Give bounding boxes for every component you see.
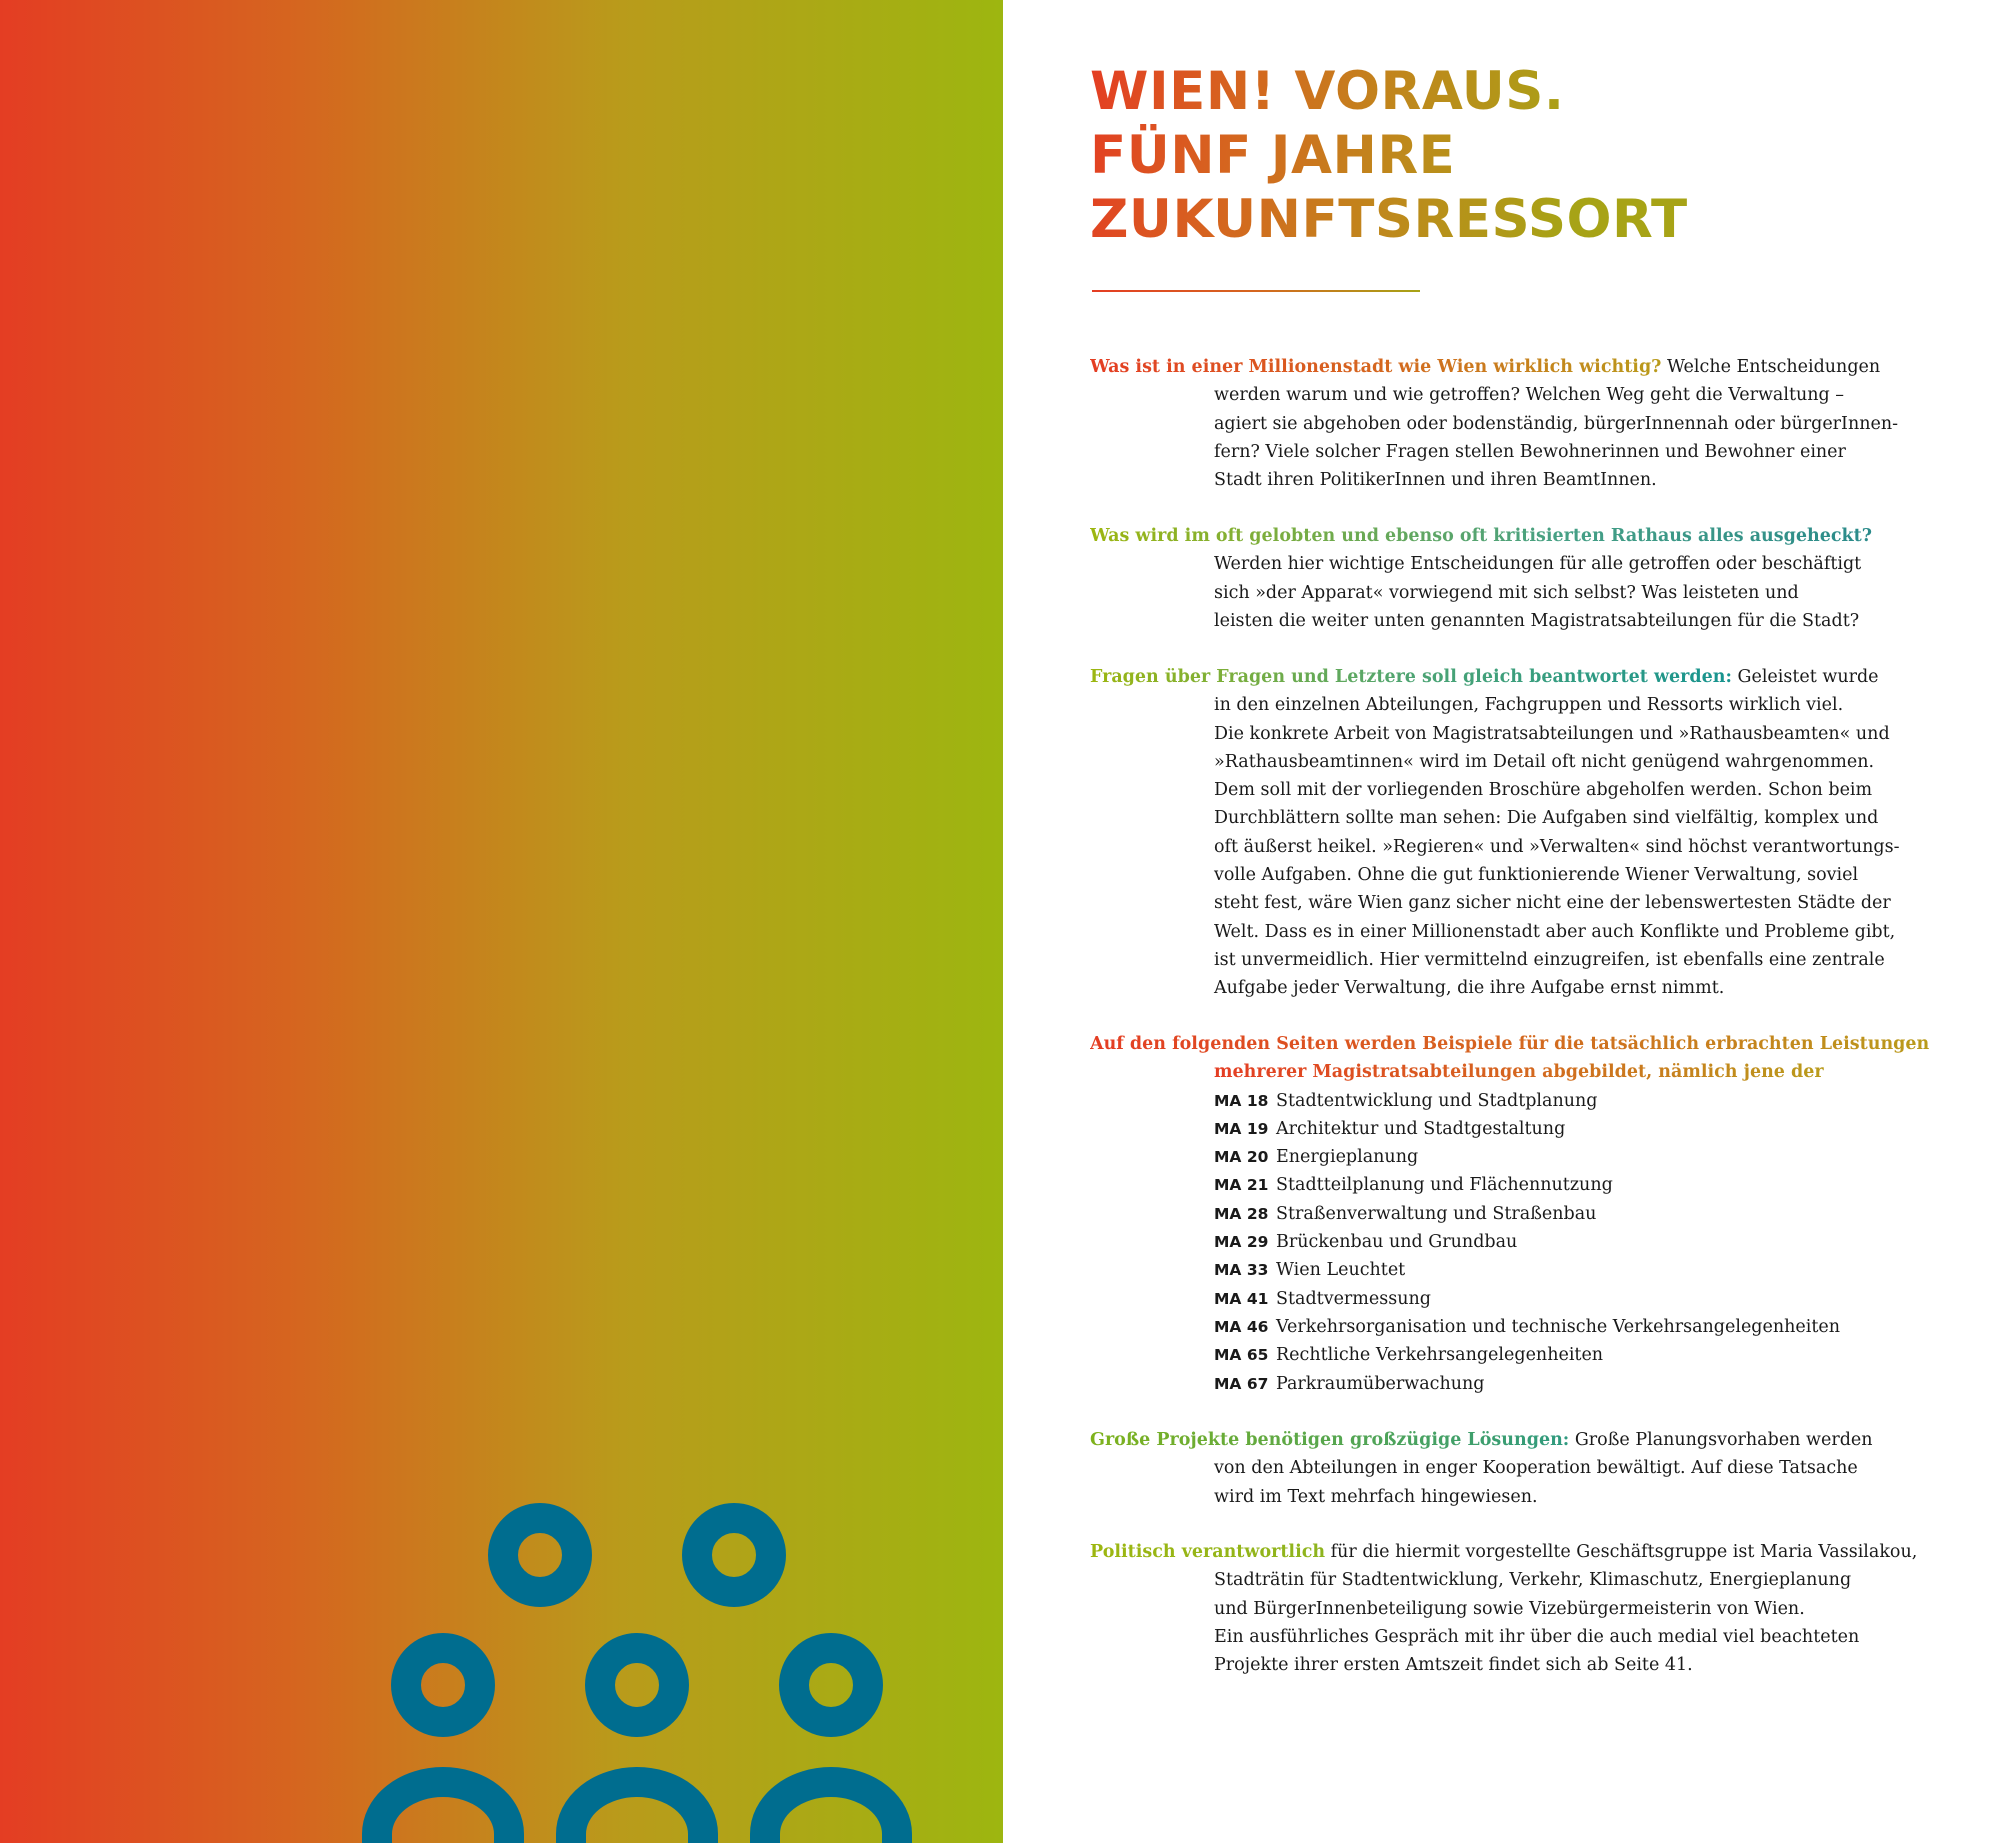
department-code: MA 67 <box>1214 1374 1269 1393</box>
department-name: Wien Leuchtet <box>1276 1260 1406 1281</box>
text-span: Welche Entscheidungen <box>1661 357 1881 377</box>
text-line: leisten die weiter unten genannten Magistratsabteilungen für die Stadt? <box>1214 610 1860 631</box>
page-title <box>1090 60 1688 252</box>
department-name: Verkehrsorganisation und technische Verkehrsangelegenheiten <box>1276 1316 1841 1337</box>
department-name: Energieplanung <box>1276 1147 1419 1168</box>
intro-paragraph <box>1090 353 1970 494</box>
text-line: Dem soll mit der vorliegenden Broschüre abgeholfen werden. Schon beim <box>1214 780 1873 801</box>
text-line <box>1090 1030 1970 1058</box>
title-line: ZUKUNFTSRESSORT <box>1090 189 1688 250</box>
text-line: Aufgabe jeder Verwaltung, die ihre Aufgabe ernst nimmt. <box>1214 978 1725 999</box>
list-item <box>1090 1200 1970 1228</box>
ring-icon <box>406 1648 480 1722</box>
text-line: Durchblättern sollte man sehen: Die Aufgaben sind vielfältig, komplex und <box>1214 808 1879 829</box>
paragraph-lead: Fragen über Fragen und Letztere soll gleich beantwortet werden: <box>1090 667 1732 687</box>
department-name: Stadtentwicklung und Stadtplanung <box>1276 1090 1598 1111</box>
projects-paragraph <box>1090 1426 1970 1511</box>
title-line: FÜNF JAHRE <box>1090 125 1456 186</box>
department-name: Straßenverwaltung und Straßenbau <box>1276 1203 1597 1224</box>
text-line: Werden hier wichtige Entscheidungen für alle getroffen oder beschäftigt <box>1214 554 1862 575</box>
text-line: in den einzelnen Abteilungen, Fachgruppen und Ressorts wirklich viel. <box>1214 695 1844 716</box>
department-code: MA 18 <box>1214 1091 1269 1110</box>
department-code: MA 33 <box>1214 1261 1269 1280</box>
text-line: »Rathausbeamtinnen« wird im Detail oft nicht genügend wahrgenommen. <box>1214 751 1875 772</box>
list-item <box>1090 1115 1970 1143</box>
paragraph-lead: Was wird im oft gelobten und ebenso oft kritisierten Rathaus alles ausgeheckt? <box>1090 526 1872 546</box>
text-line: steht fest, wäre Wien ganz sicher nicht eine der lebenswertesten Städte der <box>1214 893 1891 914</box>
ring-icon <box>600 1648 674 1722</box>
text-line <box>1090 1426 1970 1454</box>
text-line: Die konkrete Arbeit von Magistratsabteilungen und »Rathausbeamten« und <box>1214 723 1890 744</box>
ring-icon <box>697 1518 771 1592</box>
text-line <box>1090 1058 1970 1086</box>
text-span: Große Planungsvorhaben werden <box>1569 1430 1873 1450</box>
list-item <box>1090 1228 1970 1256</box>
text-line: wird im Text mehrfach hingewiesen. <box>1214 1486 1538 1507</box>
department-name: Rechtliche Verkehrsangelegenheiten <box>1276 1345 1604 1366</box>
text-line: Projekte ihrer ersten Amtszeit findet sich ab Seite 41. <box>1214 1655 1693 1676</box>
text-line: von den Abteilungen in enger Kooperation bewältigt. Auf diese Tatsache <box>1214 1458 1858 1479</box>
text-line: agiert sie abgehoben oder bodenständig, bürgerInnennah oder bürgerInnen- <box>1214 413 1899 434</box>
text-line <box>1090 663 1970 691</box>
title-line: WIEN! VORAUS. <box>1090 61 1565 122</box>
text-column <box>1090 0 1970 1843</box>
text-line: werden warum und wie getroffen? Welchen Weg geht die Verwaltung – <box>1214 385 1845 406</box>
department-code: MA 29 <box>1214 1233 1269 1252</box>
ring-icon <box>571 1782 703 1843</box>
paragraph-lead: Was ist in einer Millionenstadt wie Wien wirklich wichtig? <box>1090 357 1662 377</box>
text-line: oft äußerst heikel. »Regieren« und »Verwalten« sind höchst verantwortungs- <box>1214 836 1900 857</box>
list-item <box>1090 1087 1970 1115</box>
department-name: Stadtteilplanung und Flächennutzung <box>1276 1175 1613 1196</box>
department-code: MA 21 <box>1214 1176 1269 1195</box>
list-item <box>1090 1370 1970 1398</box>
department-name: Brückenbau und Grundbau <box>1276 1232 1518 1253</box>
list-item <box>1090 1171 1970 1199</box>
text-line <box>1090 353 1970 381</box>
paragraph-lead: mehrerer Magistratsabteilungen abgebildet, nämlich jene der <box>1214 1062 1824 1083</box>
paragraph-lead: Große Projekte benötigen großzügige Lösungen: <box>1090 1430 1570 1450</box>
paragraph-lead: Auf den folgenden Seiten werden Beispiele für die tatsächlich erbrachten Leistungen <box>1090 1034 1930 1054</box>
text-line: Welt. Dass es in einer Millionenstadt aber auch Konflikte und Probleme gibt, <box>1214 921 1896 942</box>
ring-icon <box>794 1648 868 1722</box>
department-list <box>1090 1087 1970 1398</box>
department-name: Parkraumüberwachung <box>1276 1373 1485 1394</box>
department-code: MA 28 <box>1214 1204 1269 1223</box>
ring-icon <box>503 1518 577 1592</box>
department-code: MA 46 <box>1214 1317 1269 1336</box>
text-span: für die hiermit vorgestellte Geschäftsgruppe ist Maria Vassilakou, <box>1325 1542 1918 1562</box>
responsibility-paragraph <box>1090 1538 1970 1679</box>
questions-paragraph <box>1090 663 1970 1003</box>
list-item <box>1090 1341 1970 1369</box>
ring-icon <box>765 1782 897 1843</box>
text-line: fern? Viele solcher Fragen stellen Bewohnerinnen und Bewohner einer <box>1214 441 1846 462</box>
department-code: MA 20 <box>1214 1148 1269 1167</box>
text-line: Stadt ihren PolitikerInnen und ihren BeamtInnen. <box>1214 470 1657 491</box>
text-line: ist unvermeidlich. Hier vermittelnd einzugreifen, ist ebenfalls eine zentrale <box>1214 949 1885 970</box>
ring-icon <box>377 1782 509 1843</box>
title-divider <box>1092 290 1420 292</box>
list-item <box>1090 1256 1970 1284</box>
text-line: und BürgerInnenbeteiligung sowie Vizebürgermeisterin von Wien. <box>1214 1598 1805 1619</box>
rathaus-paragraph <box>1090 522 1970 635</box>
department-name: Architektur und Stadtgestaltung <box>1276 1118 1566 1139</box>
text-line: Stadträtin für Stadtentwicklung, Verkehr, Klimaschutz, Energieplanung <box>1214 1570 1852 1591</box>
department-code: MA 19 <box>1214 1119 1269 1138</box>
list-item <box>1090 1313 1970 1341</box>
department-name: Stadtvermessung <box>1276 1288 1431 1309</box>
departments-paragraph <box>1090 1030 1970 1398</box>
list-item <box>1090 1143 1970 1171</box>
list-item <box>1090 1285 1970 1313</box>
department-code: MA 41 <box>1214 1289 1269 1308</box>
text-line <box>1090 1538 1970 1566</box>
department-code: MA 65 <box>1214 1346 1269 1365</box>
text-line: Ein ausführliches Gespräch mit ihr über die auch medial viel beachteten <box>1214 1626 1860 1647</box>
text-line: sich »der Apparat« vorwiegend mit sich selbst? Was leisteten und <box>1214 582 1799 603</box>
text-span: Geleistet wurde <box>1731 667 1879 687</box>
text-line: volle Aufgaben. Ohne die gut funktionierende Wiener Verwaltung, soviel <box>1214 865 1859 886</box>
paragraph-lead: Politisch verantwortlich <box>1090 1542 1326 1562</box>
text-line <box>1090 522 1970 550</box>
